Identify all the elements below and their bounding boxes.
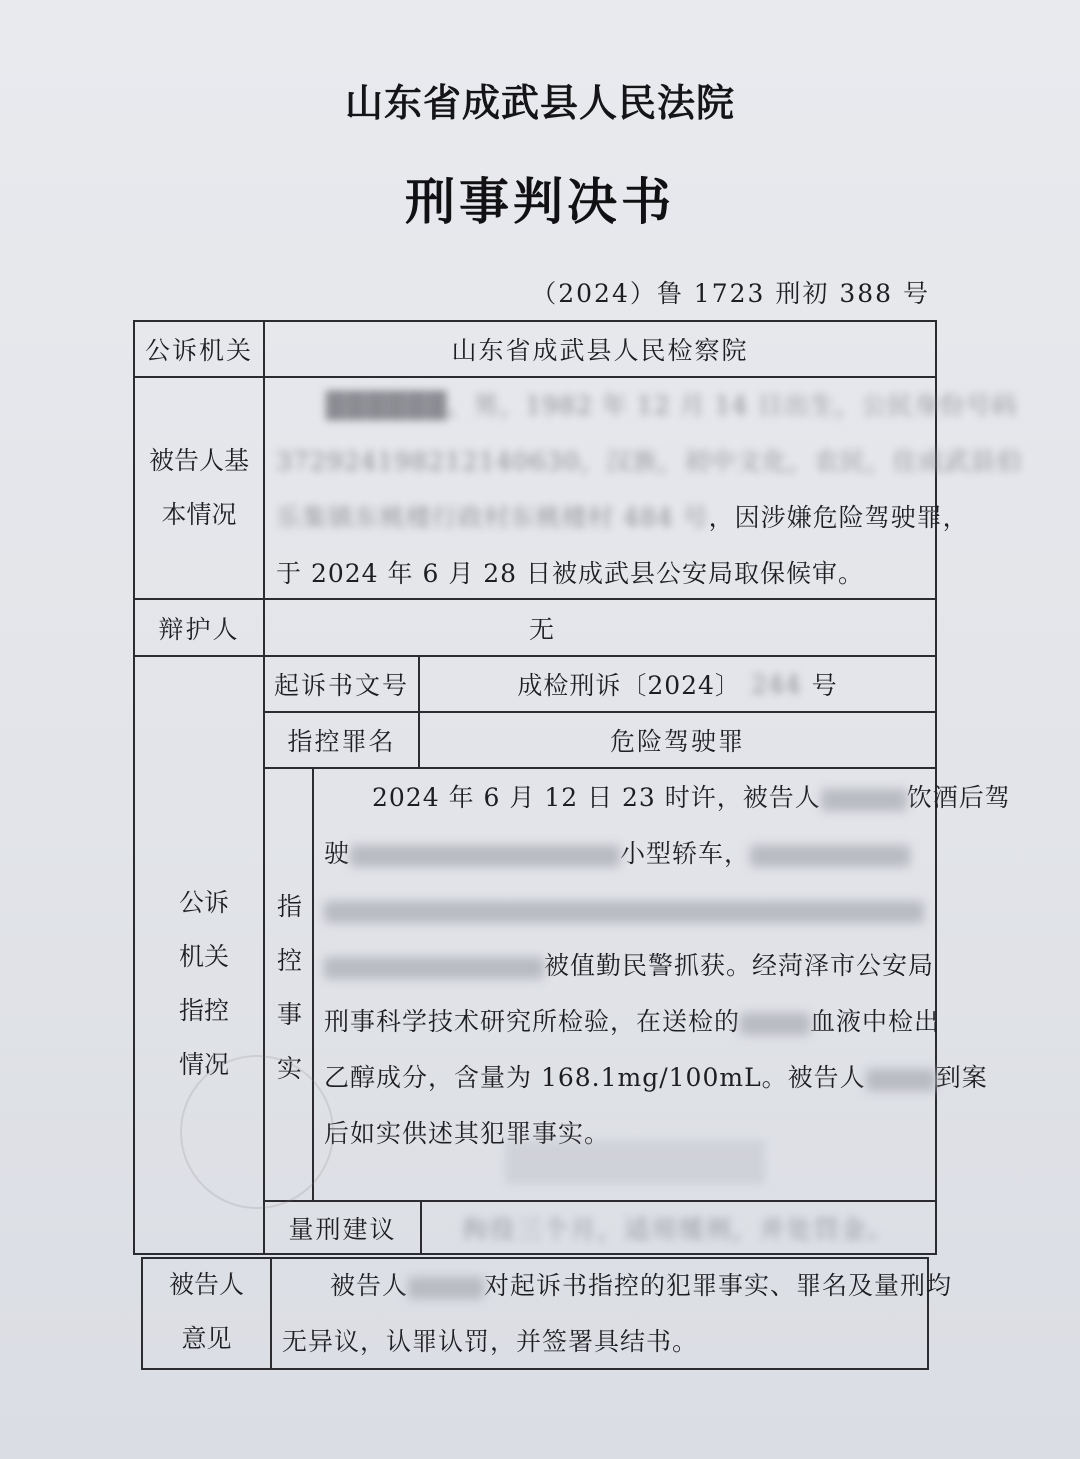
facts-line: 后如实供述其犯罪事实。: [324, 1119, 611, 1148]
case-number: （2024）鲁 1723 刑初 388 号: [531, 279, 930, 308]
sub-row-divider: [263, 767, 937, 769]
defender-value: 无: [528, 614, 556, 644]
defender-label: 辩护人: [158, 614, 240, 644]
facts-line: [324, 938, 935, 994]
opinion-line: 无异议，认罪认罚，并签署具结书。: [282, 1327, 699, 1356]
redaction-blur: [324, 901, 924, 923]
charges-label-line: 公诉: [178, 888, 229, 917]
indictment-no-prefix: 成检刑诉〔2024〕: [517, 671, 741, 700]
facts-fragment: 2024 年 6 月 12 日 23 时许，被告人: [372, 783, 821, 812]
defendant-info-text: [276, 378, 1023, 602]
seal-impression: [180, 1055, 334, 1209]
facts-fragment: 驶: [324, 839, 351, 868]
facts-line: [324, 1050, 988, 1106]
facts-fragment: 血液中检出: [810, 1007, 941, 1036]
defendant-info-label-line: 本情况: [161, 500, 237, 529]
redacted-text: 244: [750, 669, 802, 699]
charges-label-line: 指控: [178, 996, 229, 1025]
facts-line: [324, 994, 941, 1050]
redaction-blur: [750, 845, 910, 867]
opinion-line: [282, 1258, 953, 1314]
prosecutor-label: 公诉机关: [144, 336, 253, 365]
document-title: 刑事判决书: [405, 173, 675, 231]
facts-fragment: 小型轿车，: [620, 839, 751, 868]
redaction-blur: [350, 845, 620, 867]
defendant-info-line: 于 2024 年 6 月 28 日被成武县公安局取保候审。: [276, 559, 865, 588]
facts-label-char: 控: [276, 946, 302, 975]
redaction-blur: [408, 1277, 484, 1299]
table-border-bottom: [133, 1253, 937, 1255]
redaction-blur: [324, 957, 544, 979]
facts-label-char: 实: [276, 1054, 302, 1083]
indictment-no-suffix: 号: [811, 671, 838, 700]
facts-line: [324, 770, 1011, 826]
facts-label-char: 指: [276, 892, 302, 921]
redaction-blur: [866, 1069, 936, 1091]
stamp-impression: [505, 1140, 765, 1184]
defendant-info-label: [135, 434, 263, 542]
defendant-info-line: [276, 490, 969, 546]
facts-label-char: 事: [276, 1000, 302, 1029]
opinion-label-line: 意见: [181, 1324, 232, 1353]
opinion-col-divider: [270, 1257, 272, 1370]
opinion-label-line: 被告人: [168, 1270, 244, 1299]
facts-fragment: 到案: [935, 1063, 988, 1092]
prosecutor-value: 山东省成武县人民检察院: [451, 336, 749, 365]
opinion-fragment: 对起诉书指控的犯罪事实、罪名及量刑均: [484, 1271, 953, 1300]
facts-fragment: 饮酒后驾: [906, 783, 1011, 812]
facts-text: [324, 770, 1011, 1162]
charges-label-line: 情况: [178, 1050, 229, 1079]
defendant-info-line-redacted: [276, 434, 1023, 490]
charge-name-label: 指控罪名: [287, 727, 396, 756]
facts-fragment: 刑事科学技术研究所检验，在送检的: [324, 1007, 741, 1036]
indictment-no-value: [420, 657, 935, 711]
facts-line-redacted: [324, 882, 930, 938]
redacted-text: 372924198212140630，汉族，初中文化，农民，住成武县伯: [276, 447, 1023, 476]
court-name: 山东省成武县人民法院: [344, 81, 735, 125]
facts-fragment: 乙醇成分，含量为 168.1mg/100mL。被告人: [324, 1063, 866, 1092]
redaction-blur: [740, 1013, 810, 1035]
charges-label-line: 机关: [178, 942, 229, 971]
defendant-info-label-line: 被告人基: [148, 446, 249, 475]
facts-fragment: 被值勤民警抓获。经菏泽市公安局: [544, 951, 935, 980]
sentence-label: 量刑建议: [288, 1214, 397, 1244]
redacted-text: ██████，男，1982 年 12 月 14 日出生，公民身份号码: [326, 391, 1018, 420]
indictment-no-label: 起诉书文号: [273, 671, 409, 700]
redaction-blur: [821, 789, 907, 811]
opinion-label: [143, 1258, 270, 1366]
defendant-info-line-redacted: [276, 378, 1018, 434]
facts-line: [324, 826, 930, 882]
opinion-text: [282, 1258, 953, 1370]
charge-text: ，因涉嫌危险驾驶罪，: [708, 503, 969, 532]
redacted-text: 乐集镇东桃楼行政村东桃楼村 484 号: [276, 503, 709, 532]
charge-name-value: 危险驾驶罪: [609, 727, 745, 756]
redacted-text: 拘役三个月，适用缓刑，并处罚金。: [462, 1214, 895, 1244]
sentence-value: [422, 1202, 935, 1253]
opinion-fragment: 被告人: [330, 1271, 409, 1300]
